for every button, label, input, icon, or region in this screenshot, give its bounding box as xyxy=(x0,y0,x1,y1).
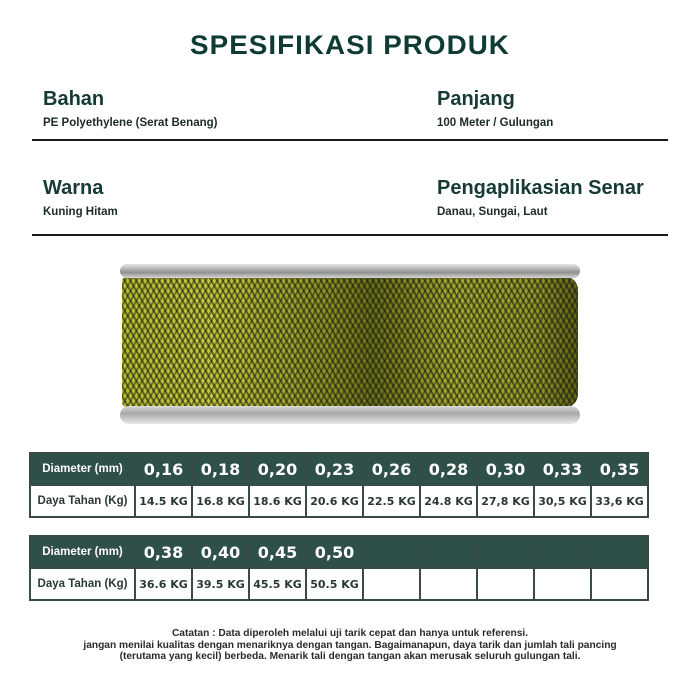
table-cell xyxy=(477,568,534,600)
footnote-line: (terutama yang kecil) berbeda. Menarik tali dengan tangan akan merusak seluruh gulungan tali. xyxy=(119,651,581,662)
table-cell: 0,38 xyxy=(135,536,192,568)
row-header: Diameter (mm) xyxy=(30,536,135,568)
table-row-strength xyxy=(30,568,648,600)
spec-table-2 xyxy=(29,535,649,601)
spec-warna xyxy=(43,177,118,218)
table-cell: 0,30 xyxy=(477,453,534,485)
table-cell: 22.5 KG xyxy=(363,485,420,517)
spec-label: Warna xyxy=(43,177,104,199)
table-cell: 0,20 xyxy=(249,453,306,485)
spec-label: Pengaplikasian Senar xyxy=(437,177,644,199)
braided-line-icon xyxy=(122,276,578,408)
table-cell xyxy=(591,536,648,568)
table-cell: 30,5 KG xyxy=(534,485,591,517)
divider xyxy=(32,234,668,236)
table-row-strength xyxy=(30,485,648,517)
table-cell: 0,28 xyxy=(420,453,477,485)
table-cell: 14.5 KG xyxy=(135,485,192,517)
table-cell xyxy=(534,536,591,568)
footnote-line: jangan menilai kualitas dengan menariknya dengan tangan. Bagaimanapun, daya tarik dan jumlah tali pancing xyxy=(83,639,617,651)
spec-panjang xyxy=(437,88,553,129)
table-cell: 45.5 KG xyxy=(249,568,306,600)
row-header: Daya Tahan (Kg) xyxy=(30,568,135,600)
table-row-diameter xyxy=(30,536,648,568)
table-cell: 39.5 KG xyxy=(192,568,249,600)
footnote xyxy=(0,628,700,663)
row-header: Diameter (mm) xyxy=(30,453,135,485)
spec-label: Panjang xyxy=(437,88,515,110)
spec-value: Danau, Sungai, Laut xyxy=(437,206,548,218)
spec-label: Bahan xyxy=(43,88,105,110)
spec-bahan xyxy=(43,88,217,129)
table-cell xyxy=(591,568,648,600)
spec-value: 100 Meter / Gulungan xyxy=(437,117,554,129)
spool-flange-top xyxy=(120,264,580,278)
spec-value: Kuning Hitam xyxy=(43,206,118,218)
table-cell: 0,50 xyxy=(306,536,363,568)
table-cell: 36.6 KG xyxy=(135,568,192,600)
table-cell xyxy=(477,536,534,568)
table-cell: 33,6 KG xyxy=(591,485,648,517)
spec-value: PE Polyethylene (Serat Benang) xyxy=(43,117,218,129)
table-cell: 0,40 xyxy=(192,536,249,568)
table-cell: 16.8 KG xyxy=(192,485,249,517)
table-cell: 27,8 KG xyxy=(477,485,534,517)
footnote-line: Catatan : Data diperoleh melalui uji tarik cepat dan hanya untuk referensi. xyxy=(171,628,529,639)
table-row-diameter xyxy=(30,453,648,485)
table-cell: 24.8 KG xyxy=(420,485,477,517)
table-cell: 20.6 KG xyxy=(306,485,363,517)
table-cell: 0,18 xyxy=(192,453,249,485)
table-cell: 0,45 xyxy=(249,536,306,568)
table-cell: 0,26 xyxy=(363,453,420,485)
table-cell xyxy=(363,536,420,568)
table-cell xyxy=(534,568,591,600)
table-cell xyxy=(363,568,420,600)
table-cell: 0,16 xyxy=(135,453,192,485)
spec-aplikasi xyxy=(437,177,644,218)
table-cell: 0,23 xyxy=(306,453,363,485)
table-cell: 0,35 xyxy=(591,453,648,485)
spec-table-1 xyxy=(29,452,649,518)
fishing-line-spool-image xyxy=(118,262,584,428)
row-header: Daya Tahan (Kg) xyxy=(30,485,135,517)
table-cell: 0,33 xyxy=(534,453,591,485)
divider xyxy=(32,139,668,141)
spool-flange-bottom xyxy=(120,406,580,424)
page-title: SPESIFIKASI PRODUK xyxy=(190,30,510,60)
table-cell xyxy=(420,568,477,600)
table-cell: 50.5 KG xyxy=(306,568,363,600)
table-cell: 18.6 KG xyxy=(249,485,306,517)
table-cell xyxy=(420,536,477,568)
